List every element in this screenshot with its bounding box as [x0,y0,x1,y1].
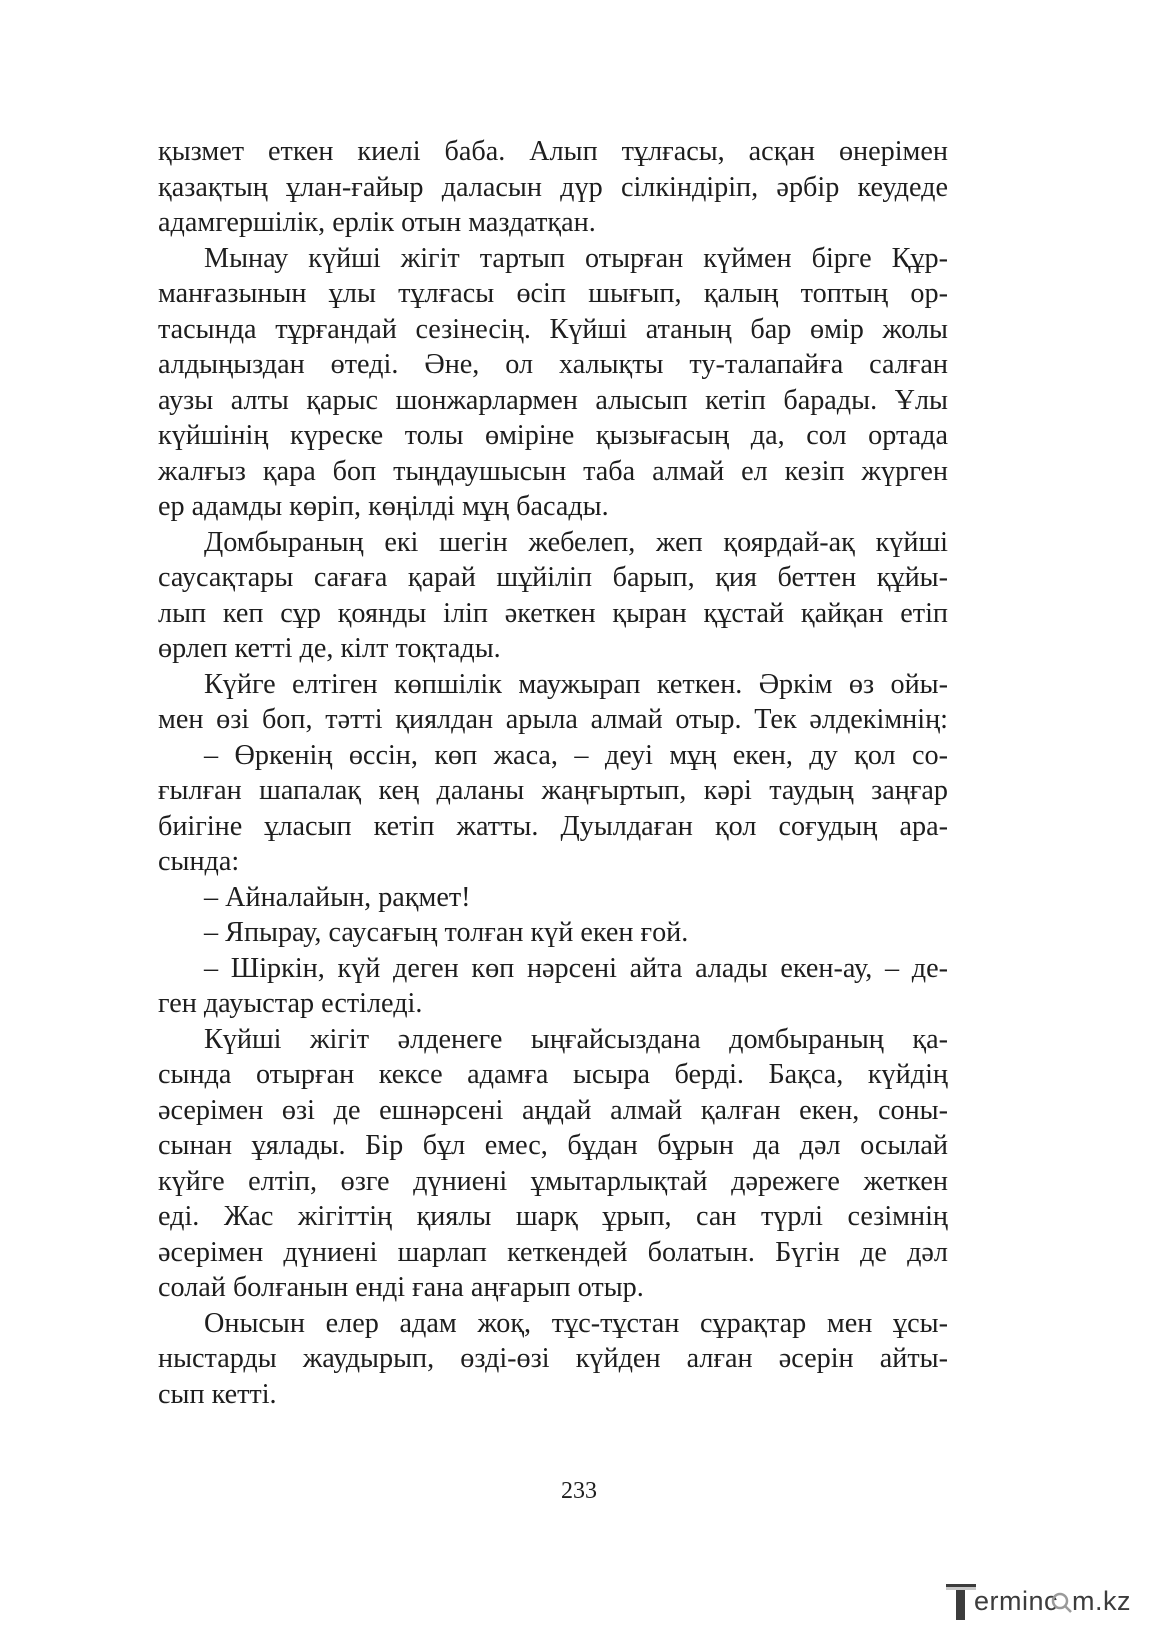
text-line: сынан ұялады. Бір бұл емес, бұдан бұрын да дәл осылай [158,1130,948,1161]
text-line: ген дауыстар естіледі. [158,988,423,1019]
text-line: – Япырау, саусағың толған күй екен ғой. [204,917,689,948]
text-line: Күйші жігіт әлденеге ыңғайсыздана домбыраның қа- [204,1023,948,1055]
page-number: 233 [561,1478,597,1504]
text-line: Күйге елтіген көпшілік маужырап кеткен. Әркім өз ойы- [204,668,948,700]
text-line: сында отырған кексе адамға ысыра берді. Бақса, күйдің [158,1059,948,1090]
text-line: – Өркенің өссін, көп жаса, – деуі мұң екен, ду қол со- [204,739,948,771]
text-line: ер адамды көріп, көңілді мұң басады. [158,491,609,522]
text-line: жалғыз қара боп тыңдаушысын таба алмай ел кезіп жүрген [158,455,948,487]
text-line: саусақтары сағаға қарай шұйіліп барып, қия беттен құйы- [158,562,948,593]
magnifier-icon [1050,1591,1072,1613]
text-line: өрлеп кетті де, кілт тоқтады. [158,633,501,664]
text-line: солай болғанын енді ғана аңғарып отыр. [158,1272,644,1303]
watermark-text-end: m.kz [1072,1586,1131,1616]
text-line: еді. Жас жігіттің қиялы шарқ ұрып, сан түрлі сезімнің [158,1201,948,1232]
text-line: манғазынын ұлы тұлғасы өсіп шығып, қалың топтың ор- [158,278,948,309]
text-line: қызмет еткен киелі баба. Алып тұлғасы, асқан өнерімен [158,136,948,167]
text-line: аузы алты қарыс шонжарлармен алысып кетіп барады. Ұлы [158,384,948,416]
text-line: мен өзі боп, тәтті қиялдан арыла алмай отыр. Тек әлдекімнің: [158,704,948,735]
watermark-text-middle: erminc [974,1586,1059,1616]
page-body-text [158,134,948,1412]
text-line: әсерімен өзі де ешнәрсені аңдай алмай қалған екен, соны- [158,1094,948,1126]
text-line: сып кетті. [158,1378,277,1410]
text-line: алдыңыздан өтеді. Әне, ол халықты ту-талапайға салған [158,349,948,380]
text-line: күйге елтіп, өзге дүниені ұмытарлықтай дәрежеге жеткен [158,1165,948,1197]
text-line: Домбыраның екі шегін жебелеп, жеп қоярдай-ақ күйші [204,526,948,558]
text-line: сында: [158,846,240,877]
terminkom-watermark-logo [944,1582,1144,1626]
text-line: әсерімен дүниені шарлап кеткендей болатын. Бүгін де дәл [158,1236,948,1268]
text-line: тасында тұрғандай сезінесің. Күйші атаның бар өмір жолы [158,313,948,345]
text-line: күйшінің күреске толы өміріне қызығасың да, сол ортада [158,420,948,451]
text-line: ғылған шапалақ кең даланы жаңғыртып, кәрі таудың заңғар [158,775,948,806]
text-line: Онысын елер адам жоқ, тұс-тұстан сұрақтар мен ұсы- [204,1307,948,1339]
text-line: – Шіркін, күй деген көп нәрсені айта алады екен-ау, – де- [204,952,948,984]
text-line: лып кеп сұр қоянды іліп әкеткен қыран құстай қайқан етіп [158,597,948,629]
text-line: Мынау күйші жігіт тартып отырған күймен бірге Құр- [204,242,948,274]
text-line: адамгершілік, ерлік отын маздатқан. [158,207,596,238]
text-line: ныстарды жаудырып, өзді-өзі күйден алған әсерін айты- [158,1343,948,1374]
text-line: – Айналайын, рақмет! [204,881,471,913]
watermark-t-letter-icon [944,1582,978,1622]
text-line: қазақтың ұлан-ғайыр даласын дүр сілкіндіріп, әрбір кеудеде [158,171,948,203]
text-line: биігіне ұласып кетіп жатты. Дуылдаған қол соғудың ара- [158,810,948,842]
